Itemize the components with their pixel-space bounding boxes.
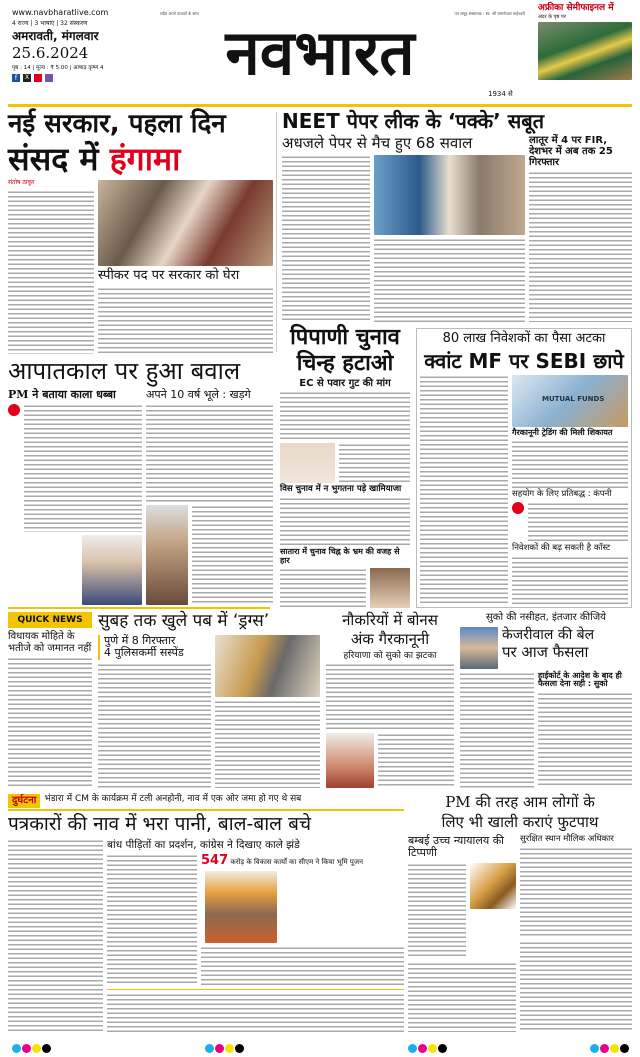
- parliament-photo: [98, 180, 273, 266]
- boat-body-4: [107, 993, 404, 1032]
- parliament-byline: संतोष ठाकुर: [8, 178, 35, 186]
- boat-photo-caption: 547 करोड़ के विकास कार्यों का सीएम ने किया भूमि पूजन: [201, 852, 363, 868]
- mutual-funds-label: MUTUAL FUNDS: [542, 394, 605, 403]
- kharge-photo: [146, 505, 188, 605]
- social-icons: [12, 74, 142, 82]
- kejriwal-body-2: [538, 692, 632, 788]
- jobs-body: [326, 663, 454, 732]
- footpath-headline-1: PM की तरह आम लोगों के: [445, 793, 595, 811]
- parliament-headline-2: संसद में हंगामा: [8, 139, 181, 178]
- pipani-sub-2: सातारा में चुनाव चिह्न के भ्रम की वजह से हार: [280, 547, 400, 566]
- neet-story: [282, 110, 632, 322]
- neet-headline: NEET पेपर लीक के ‘पक्के’ सबूत: [282, 109, 545, 133]
- footpath-sub-2: सुरक्षित स्थान मौलिक अधिकार: [520, 833, 614, 844]
- quick-news-headline: विधायक मोहिते के भतीजे को जमानत नहीं: [8, 631, 92, 654]
- registration-marks: [205, 1038, 245, 1057]
- neet-subhead: अधजले पेपर से मैच हुए 68 सवाल: [282, 134, 473, 152]
- pub-photo: [215, 635, 320, 697]
- boat-subhead: बांध पीड़ितों का प्रदर्शन, कांग्रेस ने दिखाए काले झंडे: [107, 838, 300, 851]
- neet-photo: [374, 155, 525, 235]
- pipani-subhead: EC से पवार गुट की मांग: [299, 378, 391, 390]
- registration-marks: [408, 1038, 448, 1057]
- newspaper-logo: नवभारत: [225, 16, 415, 89]
- tagline-left: सदैव अपने पाठकों के साथ: [160, 11, 199, 16]
- pub-body-2: [215, 700, 320, 788]
- emergency-right-body: [146, 404, 273, 502]
- column-divider: [276, 112, 277, 352]
- pipani-body-3: [280, 497, 410, 547]
- supreme-court-photo: [326, 733, 374, 788]
- jobs-story: [326, 612, 454, 788]
- cm-photo: [205, 871, 277, 943]
- footpath-body: [408, 863, 466, 959]
- sebi-sub-2: सहयोग के लिए प्रतिबद्ध : कंपनी: [512, 488, 612, 499]
- pipani-headline-2: चिन्ह हटाओ: [296, 351, 394, 377]
- pub-subs: [98, 635, 211, 660]
- parliament-body: [8, 190, 94, 354]
- cricket-photo: [538, 22, 632, 80]
- jobs-headline-1: नौकरियों में बोनस: [342, 611, 438, 629]
- quote-icon: [512, 502, 524, 514]
- registration-marks: [590, 1038, 630, 1057]
- kejriwal-headline-1: केजरीवाल की बेल: [502, 626, 595, 643]
- promo: [538, 4, 632, 80]
- city-day: अमरावती, मंगलवार: [12, 29, 99, 44]
- parliament-caption: स्पीकर पद पर सरकार को घेरा: [98, 267, 240, 283]
- issue-date: 25.6.2024: [12, 44, 89, 63]
- footpath-sub-1: बम्बई उच्च न्यायालय की टिप्पणी: [408, 833, 505, 860]
- section-rule: [8, 607, 270, 609]
- sebi-body-4: [512, 556, 628, 604]
- promo-title: अफ्रीका सेमीफाइनल में: [538, 3, 614, 13]
- parliament-headline-1: नई सरकार, पहला दिन: [8, 109, 226, 139]
- mutual-funds-photo: [512, 375, 628, 427]
- kejriwal-body: [460, 672, 534, 789]
- instagram-icon[interactable]: [45, 74, 53, 82]
- since-year: 1934 से: [488, 90, 513, 98]
- section-rule: [107, 989, 404, 990]
- sebi-body-2: [512, 440, 628, 488]
- sebi-box: [416, 328, 632, 608]
- kejriwal-photo: [460, 627, 498, 669]
- promo-sub: अंदर के पृष्ठ पर: [538, 13, 566, 20]
- website-url[interactable]: www.navbharatlive.com: [12, 8, 109, 17]
- pub-story: [98, 612, 320, 788]
- boat-story: [8, 794, 404, 1032]
- neet-side-head: लातूर में 4 पर FIR, देशभर में अब तक 25 गिरफ्तार: [529, 135, 613, 168]
- parliament-body-2: [98, 287, 273, 354]
- boat-body: [8, 839, 103, 1032]
- emergency-left-sub: PM ने बताया काला धब्बा: [8, 387, 116, 401]
- quick-news-label: QUICK NEWS: [8, 612, 92, 628]
- sebi-body: [420, 375, 508, 604]
- pub-sub-1: पुणे में 8 गिरफ्तार: [104, 633, 176, 647]
- jobs-subhead: हरियाणा को सुको का झटका: [343, 650, 437, 661]
- masthead-info: [12, 8, 142, 82]
- pipani-sub-1: विस चुनाव में न भुगतना पड़े खामियाजा: [280, 484, 402, 495]
- kejriwal-sub: हाईकोर्ट के आदेश के बाद ही फैसला देना सही : सुको: [538, 670, 622, 689]
- quick-news: [8, 612, 92, 788]
- boat-body-2: [107, 854, 197, 986]
- quote-icon: [8, 404, 20, 416]
- editions-info: 4 राज्य | 3 भाषाएं | 32 संस्करण: [12, 20, 88, 28]
- neet-body-1: [282, 155, 370, 322]
- pipani-body: [280, 391, 410, 441]
- footpath-body-4: [520, 941, 632, 1032]
- emergency-left-body: [24, 404, 142, 532]
- emergency-right-body-2: [192, 505, 273, 605]
- gavel-photo: [470, 863, 516, 909]
- pub-sub-2: 4 पुलिसकर्मी सस्पेंड: [104, 646, 184, 660]
- accident-tag: दुर्घटना: [8, 794, 40, 808]
- pub-headline: सुबह तक खुले पब में ‘ड्रग्स’: [98, 611, 270, 631]
- pawar-photo: [280, 443, 335, 483]
- sebi-sub-3: निवेशकों की बढ़ सकती है कॉस्ट: [512, 543, 611, 553]
- emergency-headline: आपातकाल पर हुआ बवाल: [8, 357, 241, 385]
- footpath-headline-2: लिए भी खाली कराएं फुटपाथ: [441, 813, 599, 832]
- pipani-story: [280, 326, 410, 608]
- jobs-headline-2: अंक गैरकानूनी: [350, 630, 430, 649]
- boat-body-3: [201, 946, 404, 985]
- page-price-info: पृष्ठ : 14 | मूल्य : ₹ 5.00 | आषाढ़ कृष्ण 4: [12, 64, 104, 71]
- kejriwal-story: [460, 612, 632, 788]
- boat-kicker-bar: [8, 794, 404, 811]
- facebook-icon[interactable]: f: [12, 74, 20, 82]
- pipani-body-2: [339, 443, 410, 483]
- x-icon[interactable]: X: [24, 73, 30, 81]
- jobs-body-2: [378, 733, 454, 788]
- kejriwal-kicker: सुको की नसीहत, इंतजार कीजिये: [486, 612, 606, 623]
- youtube-icon[interactable]: [34, 74, 42, 82]
- footpath-story: [408, 794, 632, 1032]
- pipani-body-4: [280, 568, 366, 608]
- sebi-kicker: 80 लाख निवेशकों का पैसा अटका: [442, 331, 606, 346]
- tagline-right: पत्र समूह संस्थापक : स्व. श्री रामगोपाल माहेश्वरी: [454, 11, 525, 16]
- kejriwal-headline-2: पर आज फैसला: [502, 642, 589, 661]
- quick-news-body: [8, 657, 92, 788]
- neet-body-2: [374, 238, 525, 322]
- sebi-sub-1: गैरकानूनी ट्रेडिंग की मिली शिकायत: [512, 427, 613, 437]
- sebi-body-3: [528, 502, 628, 542]
- boat-kicker: भंडारा में CM के कार्यक्रम में टली अनहोनी, नाव में एक ओर जमा हो गए थे सब: [44, 794, 302, 804]
- registration-marks: [12, 1038, 52, 1057]
- masthead-rule: [8, 104, 632, 107]
- pipani-headline-1: पिपाणी चुनाव: [290, 325, 400, 350]
- emergency-right-sub: अपने 10 वर्ष भूले : खड़गे: [146, 387, 251, 401]
- pub-body: [98, 663, 211, 788]
- emergency-story: [8, 358, 273, 605]
- footpath-body-3: [408, 962, 516, 1032]
- neet-side-body: [529, 171, 632, 322]
- boat-headline: पत्रकारों की नाव में भरा पानी, बाल-बाल बचे: [8, 813, 312, 835]
- parliament-story: [8, 110, 273, 354]
- footpath-body-2: [520, 847, 632, 938]
- modi-photo: [82, 535, 142, 605]
- patil-photo: [370, 568, 410, 608]
- sebi-headline: क्वांट MF पर SEBI छापे: [424, 348, 624, 373]
